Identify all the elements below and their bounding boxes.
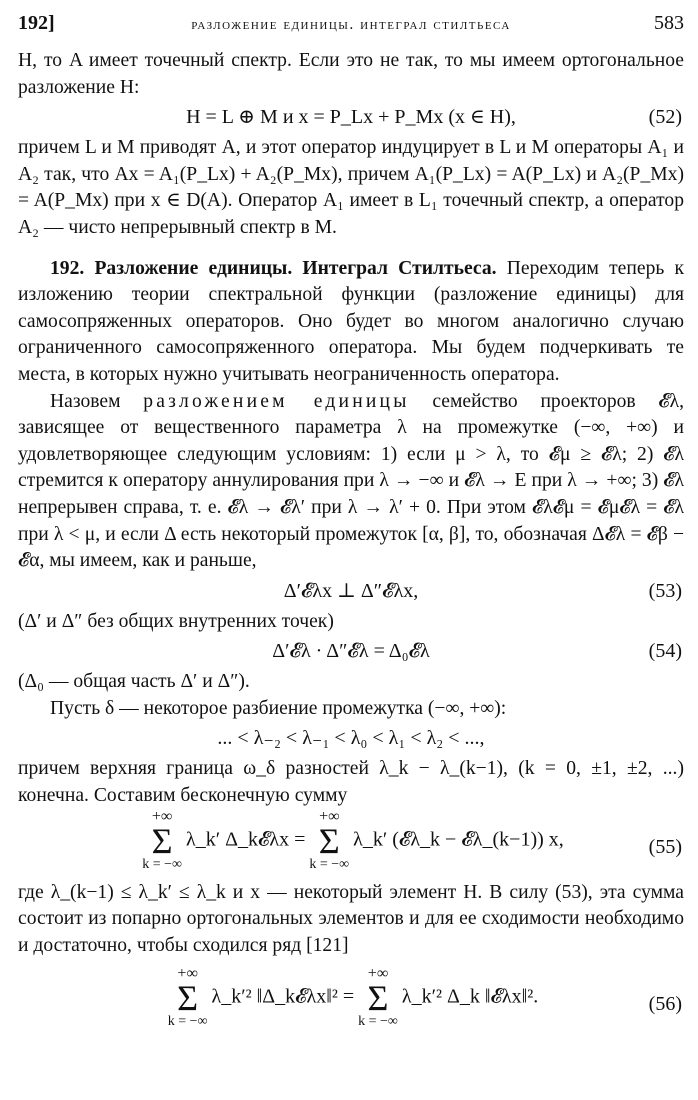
paragraph-4: [18, 389, 684, 575]
section-title: 192. Разложение единицы. Интеграл Стилтьеса.: [50, 257, 497, 279]
paragraph-9: где λ_(k−1) ≤ λ_k′ ≤ λ_k и x — некоторый элемент H. В силу (53), эта сумма состоит из попарно ортогональных элементов и для ее сходимости необходимо и достаточно, чтобы сходился ряд [121]: [18, 881, 684, 956]
sum-symbol: +∞ Σ k = −∞: [358, 965, 398, 1030]
page-number: 583: [654, 12, 684, 34]
sum-symbol: +∞ Σ k = −∞: [309, 807, 350, 872]
equation-56-formula: [18, 967, 684, 1029]
equation-55-number: (55): [648, 835, 682, 858]
equation-56: [18, 967, 684, 1037]
equation-55-formula: [18, 807, 684, 872]
equation-56-left: λ_k′² ‖Δ_k𝓔λx‖² =: [211, 986, 355, 1009]
defined-term: разложением единицы: [143, 390, 410, 412]
paragraph-4-rest: семейство проекторов 𝓔λ, зависящее от вещественного параметра λ на промежутке (−∞, +∞) и удовлетворяющее следующим условиям: 1) если μ > λ, то 𝓔μ ≥ 𝓔λ; 2) 𝓔λ стремится к оператору аннулирования при λ → −∞ и 𝓔λ → E при λ → +∞; 3) 𝓔λ непрерывен справа, т. е. 𝓔λ → 𝓔λ′ при λ → λ′ + 0. При этом 𝓔λ𝓔μ = 𝓔μ𝓔λ = 𝓔λ при λ < μ, и если Δ есть некоторый промежуток [α, β], то, обозначая Δ𝓔λ = 𝓔β − 𝓔α, мы имеем, как и раньше,: [18, 390, 685, 572]
equation-56-number: (56): [648, 993, 682, 1016]
header-section-number: 192]: [18, 12, 55, 34]
equation-55-right: λ_k′ (𝓔λ_k − 𝓔λ_(k−1)) x,: [353, 828, 564, 851]
section-text: Переходим теперь к изложению теории спектральной функции (разложение единицы) для самосопряженных операторов. Оно будет во многом аналогично случаю ограниченного самосопряженного оператора. Мы будем подчеркивать те места, в которых нужно учитывать неограниченность оператора.: [18, 257, 684, 385]
equation-53-number: (53): [648, 579, 682, 602]
paragraph-5: (Δ′ и Δ″ без общих внутренних точек): [18, 610, 334, 632]
equation-53: [18, 575, 684, 609]
equation-54-number: (54): [648, 640, 682, 663]
sum-symbol: +∞ Σ k = −∞: [167, 965, 208, 1030]
equation-53-formula: Δ′𝓔λx ⊥ Δ″𝓔λx,: [283, 579, 419, 602]
equation-55: [18, 807, 684, 880]
equation-55-left: λ_k′ Δ_k𝓔λx =: [186, 828, 306, 851]
sum-symbol: +∞ Σ k = −∞: [142, 807, 183, 872]
equation-partition: [18, 722, 684, 756]
paragraph-7: Пусть δ — некоторое разбиение промежутка (−∞, +∞):: [50, 697, 507, 719]
running-header: [18, 8, 684, 48]
paragraph-6: (Δ₀ — общая часть Δ′ и Δ″).: [18, 671, 250, 693]
book-page: [18, 8, 684, 1037]
header-title: разложение единицы. интеграл стилтьеса: [191, 16, 511, 33]
equation-52-number: (52): [648, 106, 682, 129]
paragraph-4-start: Назовем: [50, 390, 144, 412]
paragraph-2: причем L и M приводят A, и этот оператор индуцирует в L и M операторы A₁ и A₂ так, что Ax = A₁(P_Lx) + A₂(P_Mx), причем A₁(P_Lx) = A(P_Lx) и A₂(P_Mx) = A(P_Mx) при x ∈ D(A). Оператор A₁ имеет в L₁ точечный спектр, а оператор A₂ — чисто непрерывный спектр в M.: [18, 137, 684, 238]
partition-formula: ... < λ₋₂ < λ₋₁ < λ₀ < λ₁ < λ₂ < ...,: [217, 727, 485, 750]
paragraph-1: H, то A имеет точечный спектр. Если это не так, то мы имеем ортогональное разложение H:: [18, 50, 684, 98]
section-paragraph: [18, 256, 684, 389]
equation-54: [18, 635, 684, 669]
equation-52-formula: H = L ⊕ M и x = P_Lx + P_Mx (x ∈ H),: [186, 106, 516, 129]
equation-56-right: λ_k′² Δ_k ‖𝓔λx‖².: [401, 986, 539, 1009]
equation-54-formula: Δ′𝓔λ · Δ″𝓔λ = Δ₀𝓔λ: [272, 640, 430, 663]
equation-52: [18, 101, 684, 135]
paragraph-8: причем верхняя граница ω_δ разностей λ_k − λ_(k−1), (k = 0, ±1, ±2, ...) конечна. Составим бесконечную сумму: [18, 758, 684, 807]
